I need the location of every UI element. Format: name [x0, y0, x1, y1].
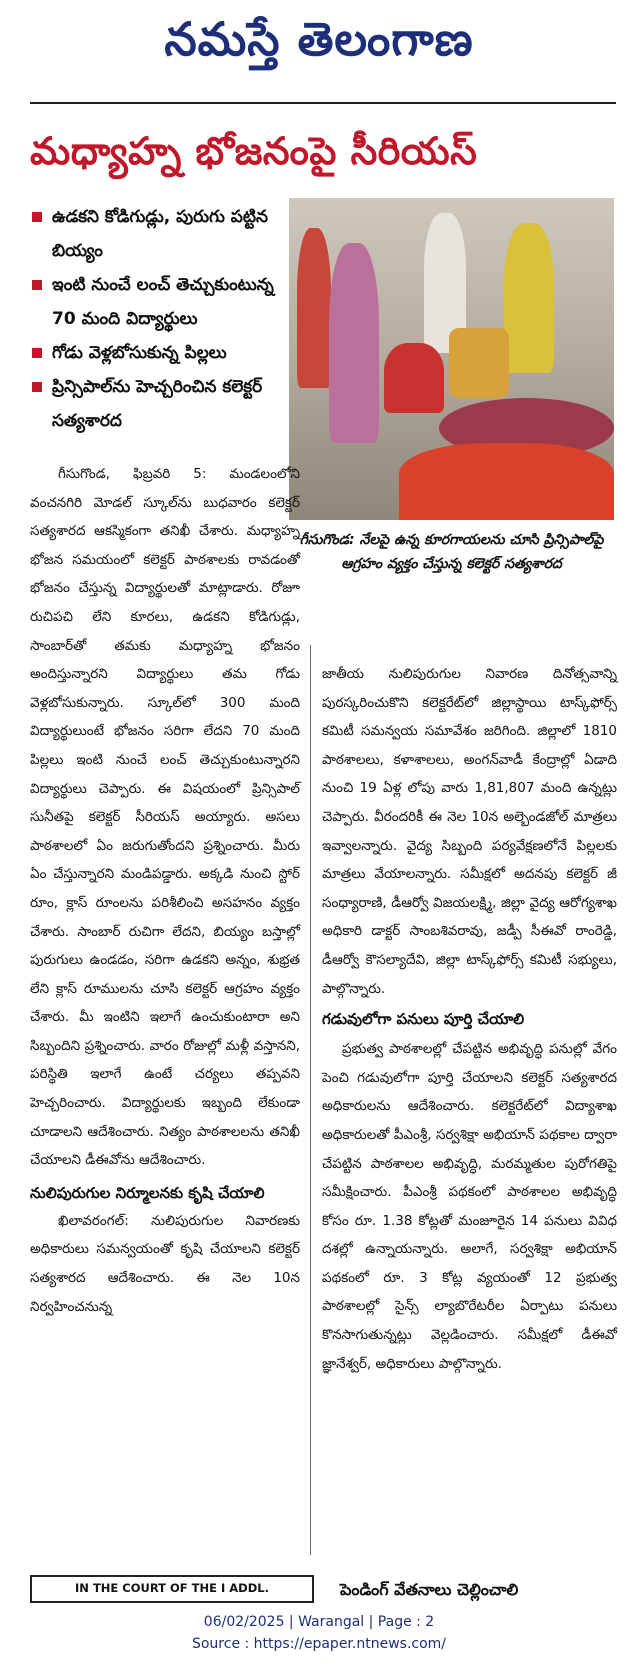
footer-date-edition: 06/02/2025 | Warangal | Page : 2	[203, 1614, 435, 1630]
bullet-item: ఇంటి నుంచే లంచ్ తెచ్చుకుంటున్న 70 మంది విద్యార్థులు	[30, 268, 280, 336]
court-notice: IN THE COURT OF THE I ADDL.	[30, 1575, 314, 1603]
masthead-rule	[30, 102, 616, 104]
article-body: గీసుగొండ, ఫిబ్రవరి 5: మండలంలోని వంచనగిరి మోడల్ స్కూల్‌ను బుధవారం కలెక్టర్ సత్యశారద ఆకస్మికంగా తనిఖీ చేశారు. మధ్యాహ్న భోజన సమయంలో కలెక్టర్ పాఠశాలకు రావడంతో భోజనం చేస్తున్న విద్యార్థులతో మాట్లాడారు. రోజూ రుచిపచి లేని కూరలు, ఉడకని కోడిగుడ్లు, సాంబార్‌తో తమకు మధ్యాహ్న భోజనం అందిస్తున్నారని విద్యార్థులు తమ గోడు వెళ్లబోసుకున్నారు. స్కూల్‌లో 300 మంది విద్యార్థులుంటే భోజనం సరిగా లేదని 70 మంది పిల్లలు ఇంటి నుంచే లంచ్ తెచ్చుకుంటున్నారని విద్యార్థులు చెప్పారు. ఈ విషయంలో ప్రిన్సిపాల్ సునీతపై కలెక్టర్ సీరియస్ అయ్యారు. అసలు పాఠశాలలో ఏం జరుగుతోందని ప్రశ్నించారు. మీరు ఏం చేస్తున్నారని మండిపడ్డారు. అక్కడి నుంచి స్టోర్ రూం, క్లాస్ రూంలను పరిశీలించి అసహనం వ్యక్తం చేశారు. సాంబార్ రుచిగా లేదని, బియ్యం బస్తాల్లో పురుగులు ఉండడం, సరిగా ఉడకని అన్నం, శుభ్రత లేని క్లాస్ రూములను చూసి కలెక్టర్ ఆగ్రహం వ్యక్తం చేశారు. మీ ఇంటిని ఇలాగే ఉంచుకుంటారా అని సిబ్బందిని ప్రశ్నించారు. వారం రోజుల్లో మళ్లీ వస్తానని, పరిస్థితి ఇలాగే ఉంటే చర్యలు తప్పవని హెచ్చరించారు. విద్యార్థులకు ఇబ్బంది లేకుండా చూడాలని ఆదేశించారు. నిత్యం పాఠశాలలను తనిఖీ చేయాలని డీఈవోను ఆదేశించారు.	[30, 466, 300, 1169]
photo-caption: గీసుగొండ: నేలపై ఉన్న కూరగాయలను చూసి ప్రిన్సిపాల్‌పై ఆగ్రహం వ్యక్తం చేస్తున్న కలెక్టర్ సత్యశారద	[299, 532, 604, 572]
column-divider	[310, 645, 311, 1555]
article-column-right	[322, 660, 617, 1378]
next-headline: పెండింగ్ వేతనాలు చెల్లించాలి	[340, 1580, 519, 1599]
article-body: ప్రభుత్వ పాఠశాలల్లో చేపట్టిన అభివృద్ధి పనుల్లో వేగం పెంచి గడువులోగా పూర్తి చేయాలని కలెక్టర్ సత్యశారద అధికారులను ఆదేశించారు. కలెక్టరేట్‌లో విద్యాశాఖ అధికారులతో పీఎంశ్రీ, సర్వశిక్షా అభియాన్ పథకాల ద్వారా చేపట్టిన పాఠశాలల అభివృద్ధి, మరమ్మతుల పురోగతిపై సమీక్షించారు. పీఎంశ్రీ పథకంలో పాఠశాలల అభివృద్ధి కోసం రూ. 1.38 కోట్లతో మంజూరైన 14 పనులు వివిధ దశల్లో ఉన్నాయన్నారు. అలాగే, సర్వశిక్షా అభియాన్ పథకంలో రూ. 3 కోట్ల వ్యయంతో 12 ప్రభుత్వ పాఠశాలల్లో సైన్స్ ల్యాబొరేటరీల ఏర్పాటు పనులు కొనసాగుతున్నట్లు వెల్లడించారు. సమీక్షలో డీఈవో జ్ఞానేశ్వర్, అధికారులు పాల్గొన్నారు.	[322, 1041, 617, 1372]
newspaper-title: నమస్తే తెలంగాణ	[164, 12, 474, 66]
headline: మధ్యాహ్న భోజనంపై సీరియస్	[30, 128, 478, 173]
bullet-item: ఉడకని కోడిగుడ్లు, పురుగు పట్టిన బియ్యం	[30, 200, 280, 268]
subheading: నులిపురుగుల నిర్మూలనకు కృషి చేయాలి	[30, 1183, 265, 1202]
subheading: గడువులోగా పనులు పూర్తి చేయాలి	[322, 1010, 525, 1029]
article-body: జాతీయ నులిపురుగుల నివారణ దినోత్సవాన్ని పురస్కరించుకొని కలెక్టరేట్‌లో జిల్లాస్థాయి టాస్క్‌ఫోర్స్ కమిటీ సమన్వయ సమావేశం జరిగింది. జిల్లాలో 1810 పాఠశాలలు, కళాశాలలు, అంగన్‌వాడీ కేంద్రాల్లో ఏడాది నుంచి 19 ఏళ్ల లోపు వారు 1,81,807 మంది ఉన్నట్లు చెప్పారు. వీరందరికీ ఈ నెల 10న అల్బెండజోల్ మాత్రలు ఇవ్వాలన్నారు. వైద్య సిబ్బంది పర్యవేక్షణలోనే పిల్లలకు మాత్రలు వేయాలన్నారు. సమీక్షలో అదనపు కలెక్టర్ జీ సంధ్యారాణి, డీఆర్వో విజయలక్ష్మి, జిల్లా వైద్య ఆరోగ్యశాఖ అధికారి డాక్టర్ సాంబశివరావు, జడ్పీ సీఈవో రాంరెడ్డి, డీఆర్వో కౌసల్యాదేవి, జిల్లా టాస్క్‌ఫోర్స్ కమిటీ సభ్యులు, పాల్గొన్నారు.	[322, 666, 617, 997]
bullet-item: గోడు వెళ్లబోసుకున్న పిల్లలు	[30, 336, 280, 370]
bullet-item: ప్రిన్సిపాల్‌ను హెచ్చరించిన కలెక్టర్ సత్యశారద	[30, 370, 280, 438]
highlight-bullets	[30, 200, 280, 438]
masthead	[0, 0, 638, 105]
footer-source: Source : https://epaper.ntnews.com/	[191, 1636, 447, 1652]
article-column-left	[30, 460, 300, 1321]
news-photo	[289, 198, 614, 520]
article-body: ఖిలావరంగల్: నులిపురుగుల నివారణకు అధికారులు సమన్వయంతో కృషి చేయాలని కలెక్టర్ సత్యశారద ఆదేశించారు. ఈ నెల 10న నిర్వహించనున్న	[30, 1212, 300, 1315]
